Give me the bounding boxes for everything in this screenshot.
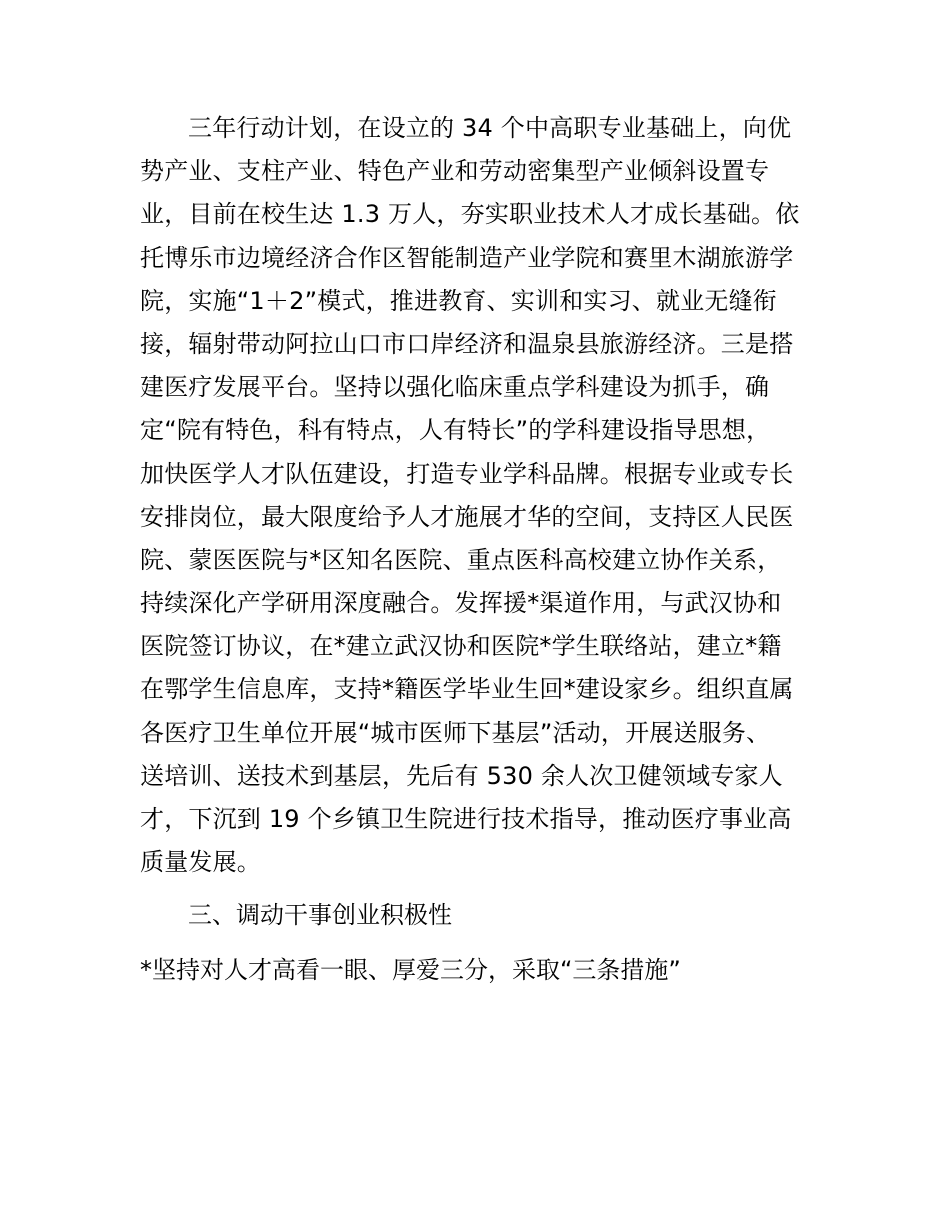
paragraph-line: 加快医学人才队伍建设，打造专业学科品牌。根据专业或专长	[140, 459, 794, 488]
paragraph-line: 持续深化产学研用深度融合。发挥援*渠道作用，与武汉协和	[140, 589, 782, 618]
paragraph-line: 接，辐射带动阿拉山口市口岸经济和温泉县旅游经济。三是搭	[140, 329, 794, 358]
paragraph-line: 业，目前在校生达 1.3 万人，夯实职业技术人才成长基础。依	[140, 200, 800, 229]
paragraph-line: 建医疗发展平台。坚持以强化临床重点学科建设为抓手，确	[140, 373, 770, 402]
paragraph-line: 院，实施“1＋2”模式，推进教育、实训和实习、就业无缝衔	[140, 286, 778, 315]
paragraph-line: 三年行动计划，在设立的 34 个中高职专业基础上，向优	[188, 114, 792, 142]
paragraph-line: 送培训、送技术到基层，先后有 530 余人次卫健领域专家人	[140, 761, 783, 790]
paragraph-line: 在鄂学生信息库，支持*籍医学毕业生回*建设家乡。组织直属	[140, 675, 794, 704]
paragraph-line: 院、蒙医医院与*区知名医院、重点医科高校建立协作关系，	[140, 545, 782, 574]
paragraph-line: 安排岗位，最大限度给予人才施展才华的空间，支持区人民医	[140, 502, 794, 531]
paragraph-line: 定“院有特色，科有特点，人有特长”的学科建设指导思想，	[140, 416, 771, 445]
paragraph-line: 托博乐市边境经济合作区智能制造产业学院和赛里木湖旅游学	[140, 243, 794, 272]
section-heading: 三、调动干事创业积极性	[188, 901, 452, 929]
paragraph-line: 各医疗卫生单位开展“城市医师下基层”活动，开展送服务、	[140, 718, 771, 747]
section-intro-line: *坚持对人才高看一眼、厚爱三分，采取“三条措施”	[140, 956, 681, 984]
body-paragraph	[140, 107, 816, 884]
paragraph-line: 医院签订协议，在*建立武汉协和医院*学生联络站，建立*籍	[140, 632, 782, 661]
paragraph-line: 才，下沉到 19 个乡镇卫生院进行技术指导，推动医疗事业高	[140, 805, 792, 833]
paragraph-line: 势产业、支柱产业、特色产业和劳动密集型产业倾斜设置专	[140, 157, 770, 186]
paragraph-line: 质量发展。	[140, 848, 261, 877]
